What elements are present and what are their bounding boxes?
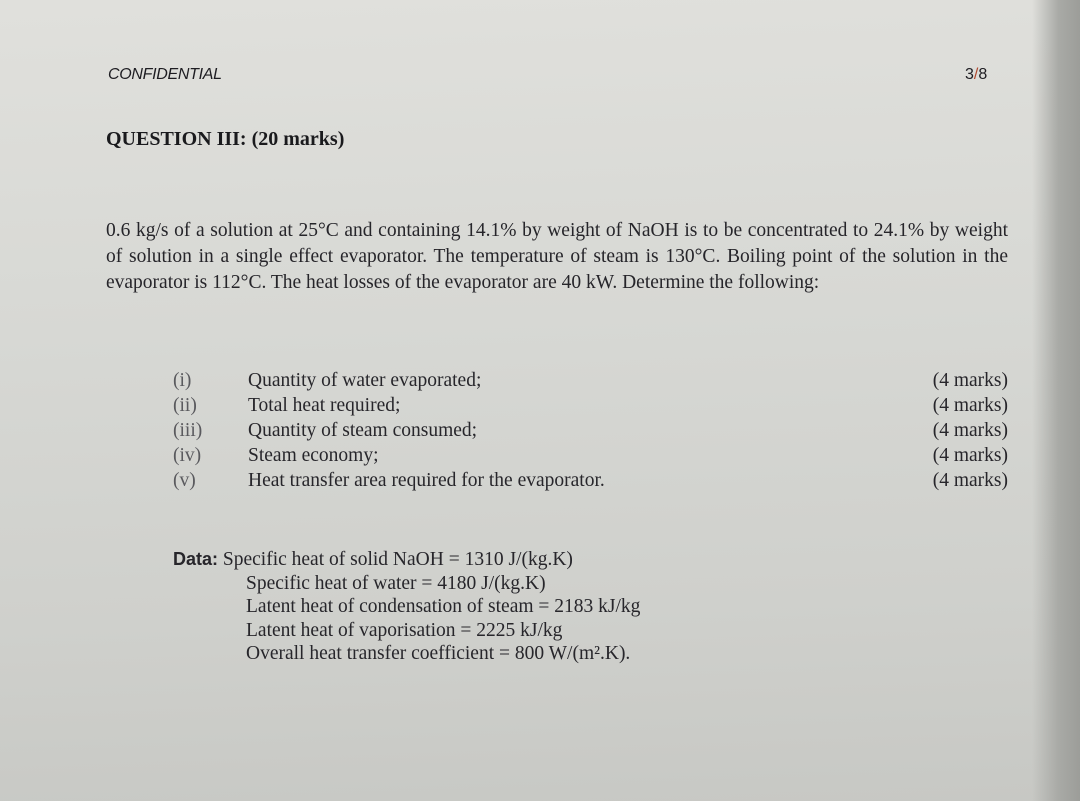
page-number-total: 8 (978, 66, 988, 83)
task-marks: (4 marks) (932, 420, 1008, 441)
task-number: (v) (173, 470, 196, 491)
task-number: (iv) (173, 445, 202, 466)
task-item (173, 443, 1008, 468)
task-item (173, 393, 1008, 418)
data-section (173, 548, 640, 666)
question-intro: 0.6 kg/s of a solution at 25°C and containing 14.1% by weight of NaOH is to be concentrated to 24.1% by weight of solution in a single effect evaporator. The temperature of steam is 130°C. Boiling point of the solution in the evaporator is 112°C. The heat losses of the evaporator are 40 kW. Determine the following: (106, 220, 1008, 293)
data-line: Overall heat transfer coefficient = 800 W/(m².K). (246, 643, 631, 664)
task-item (173, 468, 1008, 493)
data-line (173, 548, 640, 572)
data-line: Specific heat of water = 4180 J/(kg.K) (246, 572, 546, 594)
task-item (173, 368, 1008, 393)
task-text: Total heat required; (248, 395, 401, 416)
task-list (173, 368, 1008, 493)
question-title: QUESTION III: (20 marks) (106, 128, 345, 150)
task-text: Steam economy; (248, 445, 379, 466)
task-marks: (4 marks) (932, 470, 1008, 491)
data-value: Specific heat of solid NaOH = 1310 J/(kg.K) (222, 549, 573, 570)
page-number-current: 3 (965, 66, 974, 83)
data-heading: Data: (173, 549, 219, 569)
task-text: Heat transfer area required for the evaporator. (248, 470, 605, 491)
task-number: (ii) (173, 395, 197, 416)
task-item (173, 418, 1008, 443)
page-number-separator: / (973, 66, 979, 83)
task-number: (i) (173, 370, 192, 391)
task-number: (iii) (173, 420, 203, 441)
data-line: Latent heat of condensation of steam = 2183 kJ/kg (246, 596, 641, 617)
page-number (965, 66, 987, 84)
task-marks: (4 marks) (932, 395, 1008, 416)
task-text: Quantity of water evaporated; (248, 370, 482, 391)
task-marks: (4 marks) (932, 370, 1008, 391)
confidential-label: CONFIDENTIAL (108, 66, 222, 83)
task-text: Quantity of steam consumed; (248, 420, 478, 441)
data-line: Latent heat of vaporisation = 2225 kJ/kg (246, 619, 563, 641)
task-marks: (4 marks) (932, 445, 1008, 466)
page-edge-shadow (1032, 0, 1080, 801)
